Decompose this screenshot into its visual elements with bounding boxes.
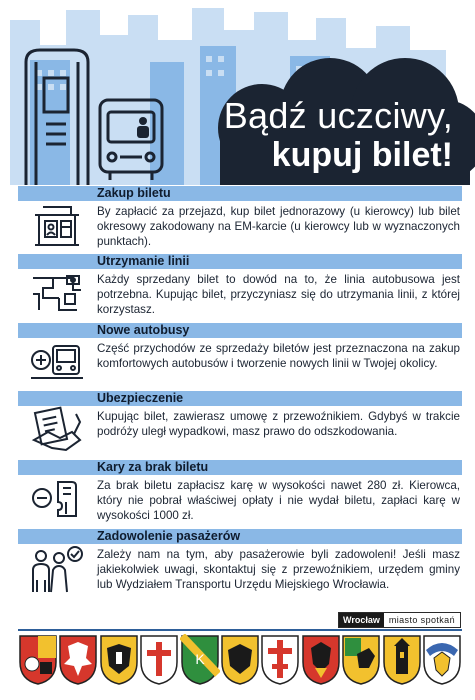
section-text: Część przychodów ze sprzedaży biletów jest przeznaczona na zakup komfortowych autobusów i tworzenie nowych linii w Twojej okolicy. — [97, 342, 460, 371]
crest-3 — [99, 634, 139, 686]
section-text: Zależy nam na tym, aby pasażerowie byli zadowoleni! Jeśli masz jakiekolwiek uwagi, skontaktuj się z przewoźnikiem, urzędem gminy lub Wydziałem Transportu Urzędu Miejskiego Wrocławia. — [97, 548, 460, 592]
section-header — [18, 323, 462, 338]
crest-11 — [422, 634, 462, 686]
section-header — [18, 391, 462, 406]
section-title: Ubezpieczenie — [97, 391, 184, 405]
section-line-maintenance — [18, 254, 462, 323]
section-passenger-satisfaction — [18, 529, 462, 613]
section-title: Zadowolenie pasażerów — [97, 529, 241, 543]
slogan — [224, 96, 453, 174]
section-header — [18, 460, 462, 475]
section-title: Kary za brak biletu — [97, 460, 209, 474]
info-sections — [18, 186, 462, 613]
section-header — [18, 254, 462, 269]
section-header — [18, 186, 462, 201]
footer-divider — [18, 629, 462, 631]
wroclaw-brand-logo — [338, 612, 461, 628]
section-text: Kupując bilet, zawierasz umowę z przewoźnikiem. Gdybyś w trakcie podróży uległ wypadkowi, masz prawo do odszkodowania. — [97, 410, 460, 439]
section-fines — [18, 460, 462, 529]
section-text: Za brak biletu zapłacisz karę w wysokości nawet 280 zł. Kierowca, który nie pobrał właściwej opłaty i nie wydał biletu, zapłaci karę w wysokości 1000 zł. — [97, 479, 460, 523]
section-title: Utrzymanie linii — [97, 254, 190, 268]
section-text: By zapłacić za przejazd, kup bilet jednorazowy (u kierowcy) lub bilet okresowy zakodowany na EM-karcie (u kierowcy lub w wyznaczonych punktach). — [97, 205, 460, 249]
crest-10 — [382, 634, 422, 686]
section-title: Zakup biletu — [97, 186, 171, 200]
crest-8 — [301, 634, 341, 686]
crest-9 — [341, 634, 381, 686]
crest-5 — [180, 634, 220, 686]
crest-7 — [260, 634, 300, 686]
brand-motto: miasto spotkań — [384, 613, 460, 627]
svg-text:K: K — [194, 651, 205, 667]
crest-1 — [18, 634, 58, 686]
section-text: Każdy sprzedany bilet to dowód na to, że linia autobusowa jest potrzebna. Kupując bilet, przyczyniasz się do utrzymania linii, z której korzystasz. — [97, 273, 460, 317]
insurance-handshake-icon — [18, 406, 96, 454]
municipal-crests — [18, 634, 462, 694]
new-bus-icon — [18, 338, 96, 382]
route-map-icon — [18, 269, 96, 318]
happy-passengers-icon — [18, 544, 96, 596]
brand-name: Wrocław — [339, 613, 384, 627]
fine-ticket-icon — [18, 475, 96, 524]
section-title: Nowe autobusy — [97, 323, 190, 337]
crest-2 — [58, 634, 98, 686]
slogan-line-2: kupuj bilet! — [271, 136, 453, 174]
slogan-line-1: Bądź uczciwy, — [223, 95, 453, 136]
ticket-office-icon — [18, 201, 96, 250]
header-illustration — [0, 0, 475, 185]
section-header — [18, 529, 462, 544]
crest-6 — [220, 634, 260, 686]
section-insurance — [18, 391, 462, 460]
section-new-buses — [18, 323, 462, 391]
section-ticket-purchase — [18, 186, 462, 254]
crest-4 — [139, 634, 179, 686]
